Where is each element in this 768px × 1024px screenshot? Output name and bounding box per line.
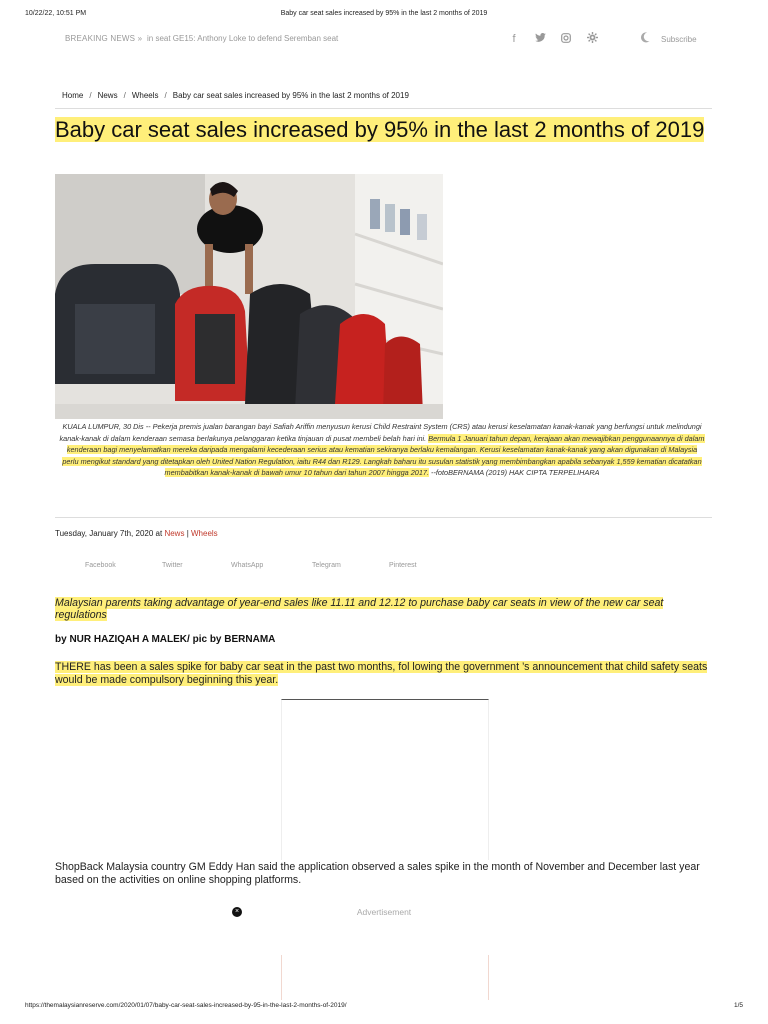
article-paragraph: THERE has been a sales spike for baby car seat in the past two months, fol lowing the government ’s announcement that child safety seats would be made compulsory beginning this year.	[55, 661, 708, 686]
share-pinterest-button[interactable]: Pinterest	[389, 562, 417, 569]
subscribe-link[interactable]: Subscribe	[661, 35, 697, 44]
category-wheels-link[interactable]: Wheels	[191, 529, 218, 538]
caption-credit: --fotoBERNAMA (2019) HAK CIPTA TERPELIHARA	[431, 468, 600, 477]
twitter-icon[interactable]	[534, 33, 546, 45]
category-separator: |	[186, 529, 189, 538]
instagram-icon[interactable]	[560, 33, 572, 46]
print-header	[25, 10, 743, 22]
article-paragraph: ShopBack Malaysia country GM Eddy Han said the application observed a sales spike in the month of November and December last year based on the activities on online shopping platforms.	[55, 861, 700, 886]
advertisement-label: Advertisement	[356, 907, 412, 917]
news-ticker[interactable]: in seat GE15: Anthony Loke to defend Seremban seat	[147, 34, 339, 43]
publish-date: Tuesday, January 7th, 2020	[55, 529, 154, 538]
print-url: https://themalaysianreserve.com/2020/01/07/baby-car-seat-sales-increased-by-95-in-the-last-2-months-of-2019/	[25, 1002, 347, 1009]
print-page-number: 1/5	[733, 1002, 743, 1009]
category-news-link[interactable]: News	[164, 529, 185, 538]
caption-highlight: Bermula 1 Januari tahun depan, kerajaan akan mewajibkan penggunaannya di dalam kenderaan bagi menyelamatkan mereka daripada mengalami kecederaan serius atau kematian sekiranya berlaku kemalangan. Kerusi keselamatan kanak-kanak yang akan digunakan di Malaysia perlu mengikut standard yang ditetapkan oleh United Nation Regulation, iaitu R44 dan R129. Langkah baharu itu susulan statistik yang membimbangkan apabila sebanyak 1,559 kematian dicatatkan membabitkan kanak-kanak di bawah umur 10 tahun dari tahun 2007 hingga 2017.	[62, 433, 705, 477]
article-byline: by NUR HAZIQAH A MALEK/ pic by BERNAMA	[55, 634, 276, 645]
ad-slot[interactable]	[281, 955, 489, 1000]
share-twitter-button[interactable]: Twitter	[162, 562, 183, 569]
divider	[55, 517, 712, 518]
breadcrumb-home[interactable]: Home	[62, 91, 84, 100]
share-telegram-button[interactable]: Telegram	[312, 562, 341, 569]
breadcrumb-current: Baby car seat sales increased by 95% in the last 2 months of 2019	[172, 91, 409, 100]
share-whatsapp-button[interactable]: WhatsApp	[231, 562, 264, 569]
ad-close-icon[interactable]: ×	[232, 907, 242, 917]
divider	[55, 108, 712, 109]
breadcrumb-news[interactable]: News	[97, 91, 118, 100]
print-doc-title: Baby car seat sales increased by 95% in the last 2 months of 2019	[280, 10, 488, 17]
settings-icon[interactable]	[586, 32, 598, 46]
breaking-news-label[interactable]: BREAKING NEWS »	[65, 34, 143, 43]
breadcrumb-wheels[interactable]: Wheels	[131, 91, 159, 100]
share-buttons	[85, 562, 449, 569]
print-datetime: 10/22/22, 10:51 PM	[25, 10, 87, 17]
article-photo	[55, 174, 443, 419]
article-lead: Malaysian parents taking advantage of year-end sales like 11.11 and 12.12 to purchase baby car seats in view of the new car seat regulations	[55, 597, 664, 621]
social-icons	[508, 32, 598, 46]
article-title: Baby car seat sales increased by 95% in the last 2 months of 2019	[55, 117, 705, 142]
caption-plain: KUALA LUMPUR, 30 Dis -- Pekerja premis jualan barangan bayi Safiah Ariffin menyusun kerusi Child Restraint System (CRS) atau kerusi keselamatan kanak-kanak yang berfungsi untuk melindungi kanak-kanak di dalam kenderaan semasa berlakunya pelanggaran ketika tinjauan di pusat membeli belah hari ini.	[59, 422, 702, 443]
article-meta	[55, 529, 218, 538]
ad-slot[interactable]	[281, 699, 489, 860]
breadcrumb: Home / News / Wheels / Baby car seat sales increased by 95% in the last 2 months of 2019	[62, 91, 409, 100]
dark-mode-icon[interactable]	[640, 32, 650, 46]
site-topbar	[65, 32, 712, 48]
facebook-icon[interactable]: f	[512, 33, 516, 45]
photo-caption	[58, 421, 706, 479]
meta-at: at	[155, 529, 163, 538]
share-facebook-button[interactable]: Facebook	[85, 562, 116, 569]
